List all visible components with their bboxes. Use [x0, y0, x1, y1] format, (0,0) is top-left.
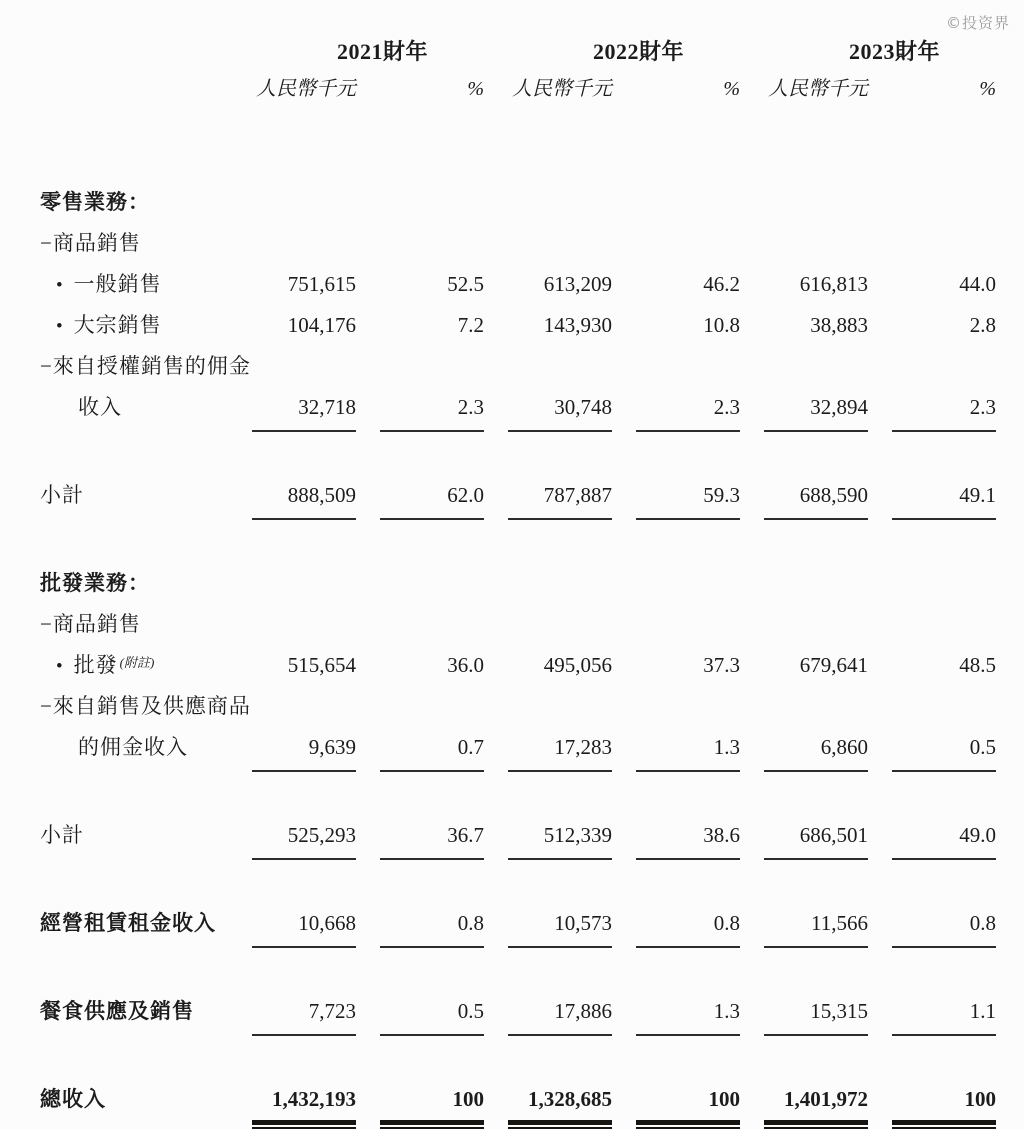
value-cell-2023-pct	[868, 388, 996, 432]
value-cell-2021-amount	[253, 687, 381, 726]
header-spacer	[30, 75, 228, 103]
row-label-text: 批發	[73, 653, 118, 677]
value-cell-2022-amount	[484, 476, 612, 520]
cell-value	[533, 347, 637, 386]
value-cell-2022-amount	[484, 605, 612, 644]
value-cell-2023-amount	[740, 605, 868, 644]
value-cell-2023-amount	[765, 687, 893, 726]
cell-value: 36.0	[447, 653, 484, 677]
value-cell-2022-amount	[484, 224, 612, 263]
value-cell-2023-pct	[893, 687, 1021, 726]
cell-value: 11,566	[764, 904, 868, 948]
value-cell-2023-pct	[868, 816, 996, 860]
row-spacer	[30, 520, 996, 564]
table-row	[30, 646, 996, 687]
value-cell-2023-amount	[740, 904, 868, 948]
row-label-text: −商品銷售	[40, 231, 141, 255]
cell-value: 679,641	[799, 653, 868, 677]
value-cell-2023-amount	[740, 183, 868, 222]
cell-value: 52.5	[447, 272, 484, 296]
row-label	[30, 605, 228, 646]
cell-value: 10.8	[703, 313, 740, 337]
year-header-2021: 2021財年	[336, 39, 428, 64]
value-cell-2022-pct	[612, 265, 740, 304]
cell-value: 686,501	[764, 816, 868, 860]
cell-value	[380, 564, 484, 603]
table-row	[30, 265, 996, 306]
cell-value	[252, 564, 356, 603]
value-cell-2021-pct	[356, 265, 484, 304]
row-label-text: −來自銷售及供應商品	[40, 694, 251, 718]
value-cell-2023-pct	[868, 605, 996, 644]
table-row	[30, 904, 996, 948]
value-cell-2022-pct	[612, 1080, 740, 1129]
cell-value	[661, 347, 765, 386]
unit-header-pct-2023: %	[979, 78, 996, 100]
value-cell-2023-pct	[868, 476, 996, 520]
value-cell-2023-amount	[740, 728, 868, 772]
row-label-text: −商品銷售	[40, 612, 141, 636]
value-cell-2022-pct	[612, 306, 740, 345]
table-row	[30, 1080, 996, 1129]
cell-value	[252, 224, 356, 263]
value-cell-2023-amount	[740, 564, 868, 603]
watermark: ©投资界	[945, 14, 1010, 32]
year-header-row	[30, 38, 996, 66]
value-cell-2021-amount	[228, 183, 356, 222]
cell-value: 38.6	[636, 816, 740, 860]
row-label	[30, 816, 228, 857]
bullet-icon: •	[56, 656, 64, 677]
value-cell-2022-amount	[484, 265, 612, 304]
cell-value	[636, 605, 740, 644]
row-spacer	[30, 432, 996, 476]
cell-value: 100	[892, 1080, 996, 1129]
value-cell-2023-pct	[868, 306, 996, 345]
table-row	[30, 347, 996, 388]
cell-value	[917, 687, 1021, 726]
unit-header-rmb-2023: 人民幣千元	[768, 78, 868, 100]
table-row	[30, 816, 996, 860]
revenue-table	[30, 183, 996, 1129]
value-cell-2022-amount	[484, 992, 612, 1036]
row-label-text: 小計	[40, 483, 84, 507]
value-cell-2021-amount	[228, 564, 356, 603]
table-row	[30, 687, 996, 728]
table-row	[30, 183, 996, 224]
table-row	[30, 224, 996, 265]
value-cell-2023-pct	[868, 1080, 996, 1129]
value-cell-2021-amount	[228, 1080, 356, 1129]
value-cell-2023-amount	[740, 265, 868, 304]
value-cell-2022-pct	[612, 605, 740, 644]
cell-value	[508, 564, 612, 603]
cell-value	[789, 347, 893, 386]
value-cell-2022-pct	[612, 224, 740, 263]
value-cell-2022-pct	[637, 687, 765, 726]
value-cell-2021-amount	[228, 904, 356, 948]
value-cell-2023-pct	[868, 728, 996, 772]
row-label	[30, 728, 228, 769]
row-label	[30, 265, 228, 306]
row-label-text: 的佣金收入	[78, 735, 188, 759]
cell-value: 48.5	[959, 653, 996, 677]
table-row	[30, 476, 996, 520]
value-cell-2021-amount	[228, 816, 356, 860]
unit-header-pct-2021: %	[467, 78, 484, 100]
value-cell-2022-pct	[612, 646, 740, 685]
cell-value	[764, 183, 868, 222]
cell-value	[917, 347, 1021, 386]
cell-value	[252, 183, 356, 222]
cell-value: 17,283	[508, 728, 612, 772]
value-cell-2021-pct	[356, 992, 484, 1036]
row-label	[30, 904, 228, 945]
cell-value: 49.0	[892, 816, 996, 860]
cell-value: 512,339	[508, 816, 612, 860]
cell-value: 688,590	[764, 476, 868, 520]
row-label	[30, 564, 228, 605]
cell-value: 9,639	[252, 728, 356, 772]
unit-header-rmb-2021: 人民幣千元	[256, 78, 356, 100]
header-spacer	[30, 38, 228, 66]
cell-value: 104,176	[287, 313, 356, 337]
cell-value	[636, 564, 740, 603]
row-label	[30, 183, 228, 224]
cell-value: 37.3	[703, 653, 740, 677]
cell-value: 17,886	[508, 992, 612, 1036]
value-cell-2021-pct	[356, 388, 484, 432]
value-cell-2021-pct	[356, 183, 484, 222]
cell-value: 616,813	[799, 272, 868, 296]
row-label	[30, 1080, 228, 1121]
value-cell-2022-pct	[612, 388, 740, 432]
row-label	[30, 992, 228, 1033]
value-cell-2021-amount	[253, 347, 381, 386]
value-cell-2021-amount	[228, 646, 356, 685]
value-cell-2021-pct	[381, 347, 509, 386]
cell-value: 1.1	[892, 992, 996, 1036]
value-cell-2022-amount	[484, 728, 612, 772]
cell-value	[892, 564, 996, 603]
cell-value: 1,401,972	[764, 1080, 868, 1129]
cell-value	[764, 224, 868, 263]
cell-value: 1,432,193	[252, 1080, 356, 1129]
cell-value: 515,654	[287, 653, 356, 677]
bullet-icon: •	[56, 316, 64, 337]
cell-value	[533, 687, 637, 726]
table-row	[30, 992, 996, 1036]
cell-value: 32,894	[764, 388, 868, 432]
cell-value: 143,930	[543, 313, 612, 337]
cell-value: 100	[636, 1080, 740, 1129]
cell-value: 751,615	[287, 272, 356, 296]
row-label-text: 收入	[78, 395, 122, 419]
value-cell-2021-pct	[381, 687, 509, 726]
value-cell-2022-pct	[637, 347, 765, 386]
cell-value: 1,328,685	[508, 1080, 612, 1129]
cell-value	[508, 183, 612, 222]
unit-header-row	[30, 75, 996, 103]
cell-value	[252, 605, 356, 644]
value-cell-2023-amount	[765, 347, 893, 386]
row-spacer	[30, 772, 996, 816]
row-label	[30, 646, 228, 687]
cell-value	[380, 224, 484, 263]
cell-value: 888,509	[252, 476, 356, 520]
cell-value	[508, 605, 612, 644]
cell-value: 2.3	[380, 388, 484, 432]
cell-value: 0.5	[380, 992, 484, 1036]
value-cell-2023-pct	[868, 224, 996, 263]
value-cell-2023-pct	[893, 347, 1021, 386]
value-cell-2022-amount	[509, 347, 637, 386]
footnote-ref: (附註)	[119, 655, 155, 670]
cell-value: 15,315	[764, 992, 868, 1036]
row-label-text: −來自授權銷售的佣金	[40, 354, 251, 378]
cell-value	[380, 605, 484, 644]
table-row	[30, 605, 996, 646]
cell-value: 495,056	[543, 653, 612, 677]
value-cell-2021-pct	[356, 306, 484, 345]
row-label-text: 批發業務：	[40, 571, 150, 595]
row-spacer	[30, 1036, 996, 1080]
value-cell-2021-pct	[356, 605, 484, 644]
cell-value: 46.2	[703, 272, 740, 296]
row-spacer	[30, 860, 996, 904]
cell-value: 2.3	[636, 388, 740, 432]
row-label	[30, 687, 253, 728]
cell-value: 10,573	[508, 904, 612, 948]
cell-value	[380, 183, 484, 222]
value-cell-2023-pct	[868, 904, 996, 948]
value-cell-2021-pct	[356, 646, 484, 685]
cell-value	[508, 224, 612, 263]
value-cell-2022-amount	[484, 183, 612, 222]
row-label	[30, 306, 228, 347]
cell-value: 525,293	[252, 816, 356, 860]
value-cell-2022-amount	[484, 904, 612, 948]
value-cell-2022-amount	[509, 687, 637, 726]
row-label-text: 經營租賃租金收入	[40, 911, 216, 935]
cell-value: 30,748	[508, 388, 612, 432]
value-cell-2021-amount	[228, 265, 356, 304]
cell-value	[636, 183, 740, 222]
cell-value: 49.1	[892, 476, 996, 520]
cell-value	[764, 564, 868, 603]
value-cell-2023-pct	[868, 992, 996, 1036]
value-cell-2021-amount	[228, 476, 356, 520]
cell-value: 100	[380, 1080, 484, 1129]
value-cell-2022-amount	[484, 388, 612, 432]
row-spacer	[30, 948, 996, 992]
cell-value	[405, 347, 509, 386]
value-cell-2023-amount	[740, 306, 868, 345]
row-label-text: 大宗銷售	[73, 313, 162, 337]
cell-value	[892, 605, 996, 644]
row-label-text: 總收入	[40, 1087, 106, 1111]
cell-value: 0.8	[380, 904, 484, 948]
cell-value: 36.7	[380, 816, 484, 860]
value-cell-2022-pct	[612, 992, 740, 1036]
cell-value: 0.8	[636, 904, 740, 948]
value-cell-2021-amount	[228, 605, 356, 644]
cell-value: 0.8	[892, 904, 996, 948]
row-label	[30, 224, 228, 265]
cell-value: 613,209	[543, 272, 612, 296]
value-cell-2021-pct	[356, 476, 484, 520]
cell-value	[636, 224, 740, 263]
cell-value	[892, 183, 996, 222]
cell-value: 0.5	[892, 728, 996, 772]
value-cell-2021-amount	[228, 224, 356, 263]
value-cell-2022-amount	[484, 564, 612, 603]
cell-value: 32,718	[252, 388, 356, 432]
row-label-text: 小計	[40, 823, 84, 847]
cell-value: 1.3	[636, 728, 740, 772]
value-cell-2022-amount	[484, 306, 612, 345]
cell-value: 44.0	[959, 272, 996, 296]
cell-value	[661, 687, 765, 726]
value-cell-2021-amount	[228, 992, 356, 1036]
value-cell-2021-pct	[356, 816, 484, 860]
value-cell-2021-pct	[356, 224, 484, 263]
cell-value: 62.0	[380, 476, 484, 520]
cell-value: 6,860	[764, 728, 868, 772]
value-cell-2022-pct	[612, 816, 740, 860]
cell-value: 59.3	[636, 476, 740, 520]
cell-value	[789, 687, 893, 726]
cell-value: 0.7	[380, 728, 484, 772]
cell-value	[277, 687, 381, 726]
value-cell-2021-pct	[356, 728, 484, 772]
row-label-text: 餐食供應及銷售	[40, 999, 194, 1023]
value-cell-2023-pct	[868, 265, 996, 304]
cell-value	[892, 224, 996, 263]
value-cell-2023-pct	[868, 646, 996, 685]
unit-header-rmb-2022: 人民幣千元	[512, 78, 612, 100]
cell-value	[764, 605, 868, 644]
year-header-2022: 2022財年	[592, 39, 684, 64]
cell-value: 7,723	[252, 992, 356, 1036]
value-cell-2023-amount	[740, 816, 868, 860]
cell-value: 787,887	[508, 476, 612, 520]
bullet-icon: •	[56, 275, 64, 296]
cell-value: 1.3	[636, 992, 740, 1036]
value-cell-2021-amount	[228, 306, 356, 345]
year-header-2023: 2023財年	[848, 39, 940, 64]
row-label-text: 零售業務：	[40, 190, 150, 214]
value-cell-2023-amount	[740, 992, 868, 1036]
value-cell-2021-pct	[356, 1080, 484, 1129]
cell-value: 2.8	[969, 313, 996, 337]
value-cell-2022-pct	[612, 183, 740, 222]
table-row	[30, 388, 996, 432]
cell-value: 10,668	[252, 904, 356, 948]
value-cell-2022-pct	[612, 476, 740, 520]
table-row	[30, 728, 996, 772]
unit-header-pct-2022: %	[723, 78, 740, 100]
cell-value: 7.2	[457, 313, 484, 337]
value-cell-2022-pct	[612, 904, 740, 948]
value-cell-2023-pct	[868, 183, 996, 222]
value-cell-2023-amount	[740, 388, 868, 432]
row-label	[30, 347, 253, 388]
value-cell-2022-amount	[484, 816, 612, 860]
table-row	[30, 564, 996, 605]
cell-value: 38,883	[810, 313, 868, 337]
row-label-text: 一般銷售	[73, 272, 162, 296]
value-cell-2022-pct	[612, 728, 740, 772]
value-cell-2021-amount	[228, 728, 356, 772]
row-label	[30, 476, 228, 517]
value-cell-2022-amount	[484, 646, 612, 685]
value-cell-2022-amount	[484, 1080, 612, 1129]
value-cell-2023-amount	[740, 224, 868, 263]
cell-value: 2.3	[892, 388, 996, 432]
table-row	[30, 306, 996, 347]
value-cell-2023-amount	[740, 1080, 868, 1129]
value-cell-2023-pct	[868, 564, 996, 603]
value-cell-2023-amount	[740, 646, 868, 685]
cell-value	[405, 687, 509, 726]
value-cell-2021-pct	[356, 564, 484, 603]
value-cell-2021-amount	[228, 388, 356, 432]
value-cell-2021-pct	[356, 904, 484, 948]
value-cell-2022-pct	[612, 564, 740, 603]
cell-value	[277, 347, 381, 386]
value-cell-2023-amount	[740, 476, 868, 520]
row-label	[30, 388, 228, 429]
